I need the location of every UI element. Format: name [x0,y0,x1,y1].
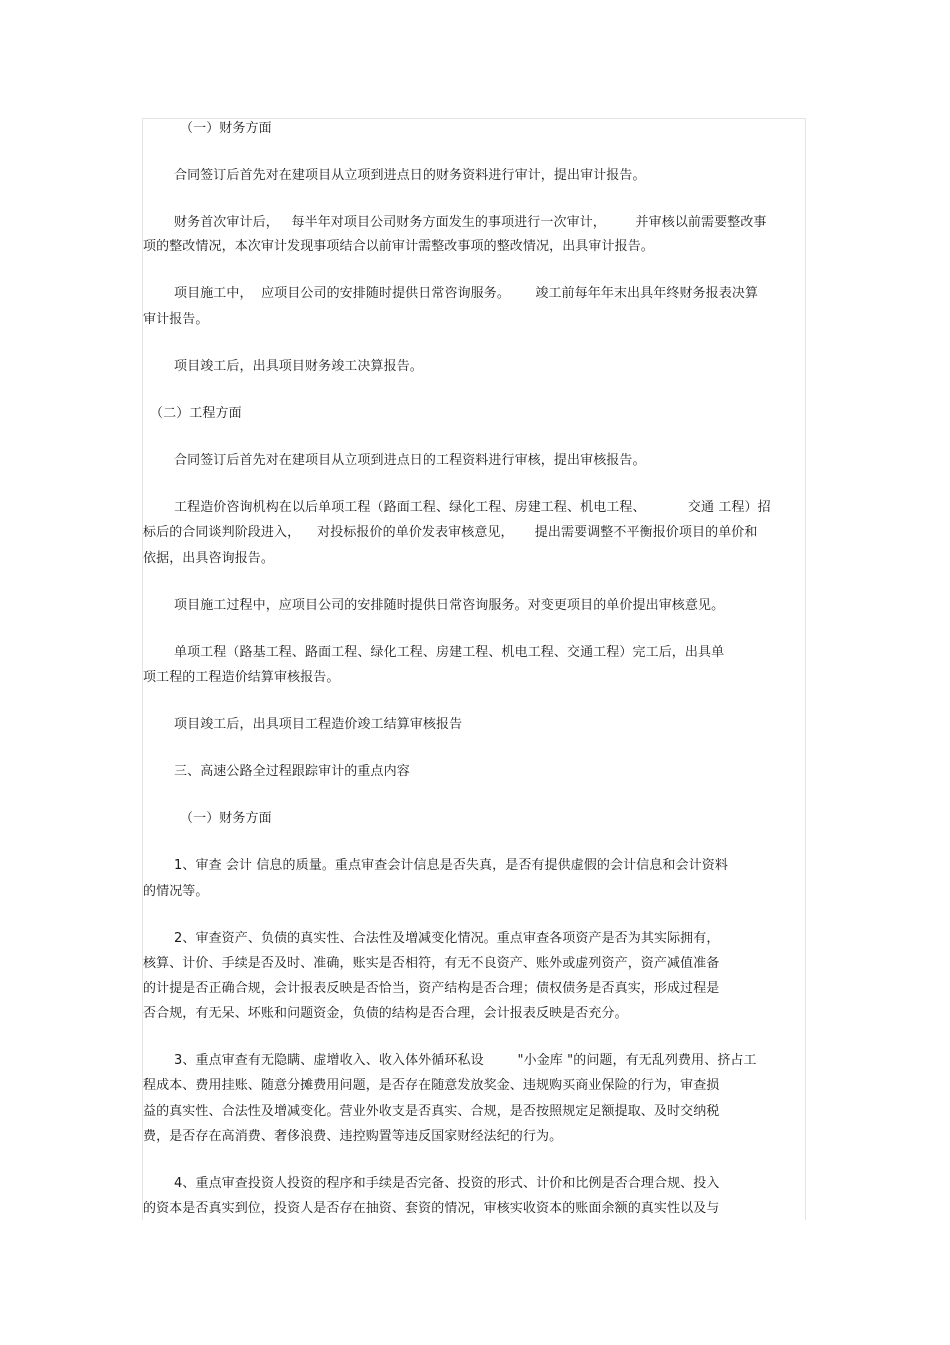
page-content-frame [142,118,806,1220]
paragraph-line: 项的整改情况，本次审计发现事项结合以前审计需整改事项的整改情况，出具审计报告。 [143,239,654,254]
paragraph-line: 合同签订后首先对在建项目从立项到进点日的工程资料进行审核，提出审核报告。 [174,453,646,468]
paragraph-line: 依据，出具咨询报告。 [143,551,275,566]
section-heading-3: 三、高速公路全过程跟踪审计的重点内容 [174,764,410,779]
heading-finance-2: （一）财务方面 [180,811,272,826]
paragraph-line: 的计提是否正确合规，会计报表反映是否恰当，资产结构是否合理；债权债务是否真实，形成过程是 [143,981,720,996]
paragraph-line: 项目竣工后，出具项目财务竣工决算报告。 [174,359,423,374]
paragraph-line: 核算、计价、手续是否及时、准确，账实是否相符，有无不良资产、账外或虚列资产，资产减值准备 [143,956,720,971]
paragraph-line: 财务首次审计后， 每半年对项目公司财务方面发生的事项进行一次审计， 并审核以前需要整改事 [174,215,767,230]
heading-engineering: （二）工程方面 [150,406,242,421]
paragraph-line: 合同签订后首先对在建项目从立项到进点日的财务资料进行审计，提出审计报告。 [174,168,646,183]
heading-finance-1: （一）财务方面 [180,121,272,136]
paragraph-line: 项目施工中， 应项目公司的安排随时提供日常咨询服务。 竣工前每年年末出具年终财务报表决算 [174,286,759,301]
paragraph-line: 审计报告。 [143,312,209,327]
paragraph-line: 的资本是否真实到位，投资人是否存在抽资、套资的情况，审核实收资本的账面余额的真实性以及与 [143,1201,720,1216]
paragraph-line: 益的真实性、合法性及增减变化。营业外收支是否真实、合规，是否按照规定足额提取、及时交纳税 [143,1104,720,1119]
paragraph-line: 4、重点审查投资人投资的程序和手续是否完备、投资的形式、计价和比例是否合理合规、投入 [174,1176,720,1191]
paragraph-line: 项工程的工程造价结算审核报告。 [143,670,340,685]
paragraph-line: 2、审查资产、负债的真实性、合法性及增减变化情况。重点审查各项资产是否为其实际拥有， [174,931,720,946]
paragraph-line: 费，是否存在高消费、奢侈浪费、违控购置等违反国家财经法纪的行为。 [143,1129,563,1144]
paragraph-line: 否合规，有无呆、坏账和问题资金，负债的结构是否合理，会计报表反映是否充分。 [143,1006,628,1021]
paragraph-line: 3、重点审查有无隐瞒、虚增收入、收入体外循环私设 "小金库 "的问题，有无乱列费用、挤占工 [174,1053,757,1068]
paragraph-line: 的情况等。 [143,884,209,899]
paragraph-line: 项目竣工后，出具项目工程造价竣工结算审核报告 [174,717,463,732]
paragraph-line: 1、审查 会计 信息的质量。重点审查会计信息是否失真，是否有提供虚假的会计信息和会计资料 [174,858,728,873]
paragraph-line: 标后的合同谈判阶段进入， 对投标报价的单价发表审核意见， 提出需要调整不平衡报价项目的单价和 [143,525,758,540]
paragraph-line: 程成本、费用挂账、随意分摊费用问题，是否存在随意发放奖金、违规购买商业保险的行为，审查损 [143,1078,720,1093]
paragraph-line: 项目施工过程中，应项目公司的安排随时提供日常咨询服务。对变更项目的单价提出审核意见。 [174,598,725,613]
paragraph-line: 工程造价咨询机构在以后单项工程（路面工程、绿化工程、房建工程、机电工程、 交通 工程）招 [174,500,771,515]
paragraph-line: 单项工程（路基工程、路面工程、绿化工程、房建工程、机电工程、交通工程）完工后，出具单 [174,645,725,660]
